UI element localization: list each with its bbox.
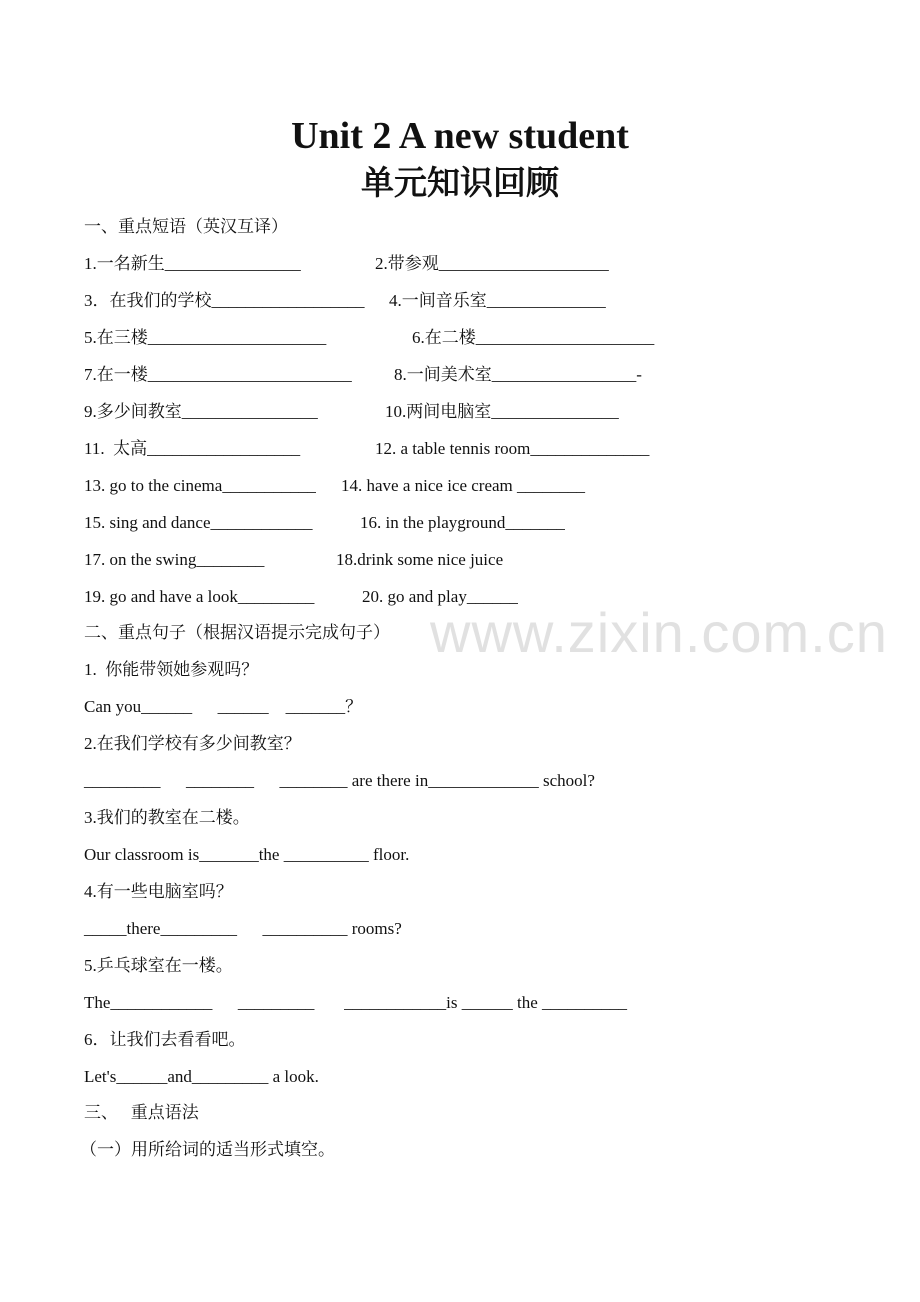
phrase-item: 16. in the playground_______ bbox=[360, 513, 565, 532]
sentence-prompt: 6．让我们去看看吧。 bbox=[84, 1030, 246, 1049]
section3-subheading: （一）用所给词的适当形式填空。 bbox=[80, 1140, 335, 1159]
phrase-item: 5.在三楼_____________________ bbox=[84, 328, 327, 347]
phrase-item: 17. on the swing________ bbox=[84, 550, 265, 569]
phrase-item: 2.带参观____________________ bbox=[375, 254, 609, 273]
section3-heading: 三、 重点语法 bbox=[84, 1103, 199, 1122]
phrase-item: 20. go and play______ bbox=[362, 587, 518, 606]
page-subtitle: 单元知识回顾 bbox=[361, 163, 559, 202]
phrase-item: 15. sing and dance____________ bbox=[84, 513, 313, 532]
section1-heading: 一、重点短语（英汉互译） bbox=[84, 217, 288, 236]
phrase-item: 9.多少间教室________________ bbox=[84, 402, 318, 421]
sentence-prompt: 3.我们的教室在二楼。 bbox=[84, 808, 250, 827]
phrase-item: 12. a table tennis room______________ bbox=[375, 439, 650, 458]
phrase-item: 13. go to the cinema___________ bbox=[84, 476, 316, 495]
sentence-prompt: 5.乒乓球室在一楼。 bbox=[84, 956, 233, 975]
sentence-answer: _____there_________ __________ rooms? bbox=[84, 919, 402, 938]
phrase-item: 1.一名新生________________ bbox=[84, 254, 301, 273]
sentence-answer: The____________ _________ ____________is ______ the __________ bbox=[84, 993, 628, 1012]
phrase-item: 10.两间电脑室_______________ bbox=[385, 402, 619, 421]
sentence-prompt: 1. 你能带领她参观吗？ bbox=[84, 660, 259, 679]
watermark: www.zixin.com.cn bbox=[430, 601, 888, 664]
phrase-item: 3．在我们的学校__________________ bbox=[84, 291, 365, 310]
sentence-prompt: 4.有一些电脑室吗？ bbox=[84, 882, 233, 901]
phrase-item: 19. go and have a look_________ bbox=[84, 587, 315, 606]
phrase-item: 18.drink some nice juice bbox=[336, 550, 504, 569]
sentence-answer: Let's______and_________ a look. bbox=[84, 1067, 319, 1086]
sentence-prompt: 2.在我们学校有多少间教室？ bbox=[84, 734, 301, 753]
phrase-item: 6.在二楼_____________________ bbox=[412, 328, 655, 347]
phrase-item: 11. 太高__________________ bbox=[84, 439, 301, 458]
sentence-answer: Can you______ ______ _______？ bbox=[84, 697, 363, 716]
page-title: Unit 2 A new student bbox=[291, 115, 629, 157]
sentence-answer: _________ ________ ________ are there in_____________ school? bbox=[84, 771, 595, 790]
section2-heading: 二、重点句子（根据汉语提示完成句子） bbox=[84, 623, 390, 642]
phrase-item: 14. have a nice ice cream ________ bbox=[341, 476, 586, 495]
phrase-item: 8.一间美术室_________________- bbox=[394, 365, 642, 384]
phrase-item: 7.在一楼________________________ bbox=[84, 365, 352, 384]
phrase-item: 4.一间音乐室______________ bbox=[389, 291, 606, 310]
sentence-answer: Our classroom is_______the __________ floor. bbox=[84, 845, 410, 864]
